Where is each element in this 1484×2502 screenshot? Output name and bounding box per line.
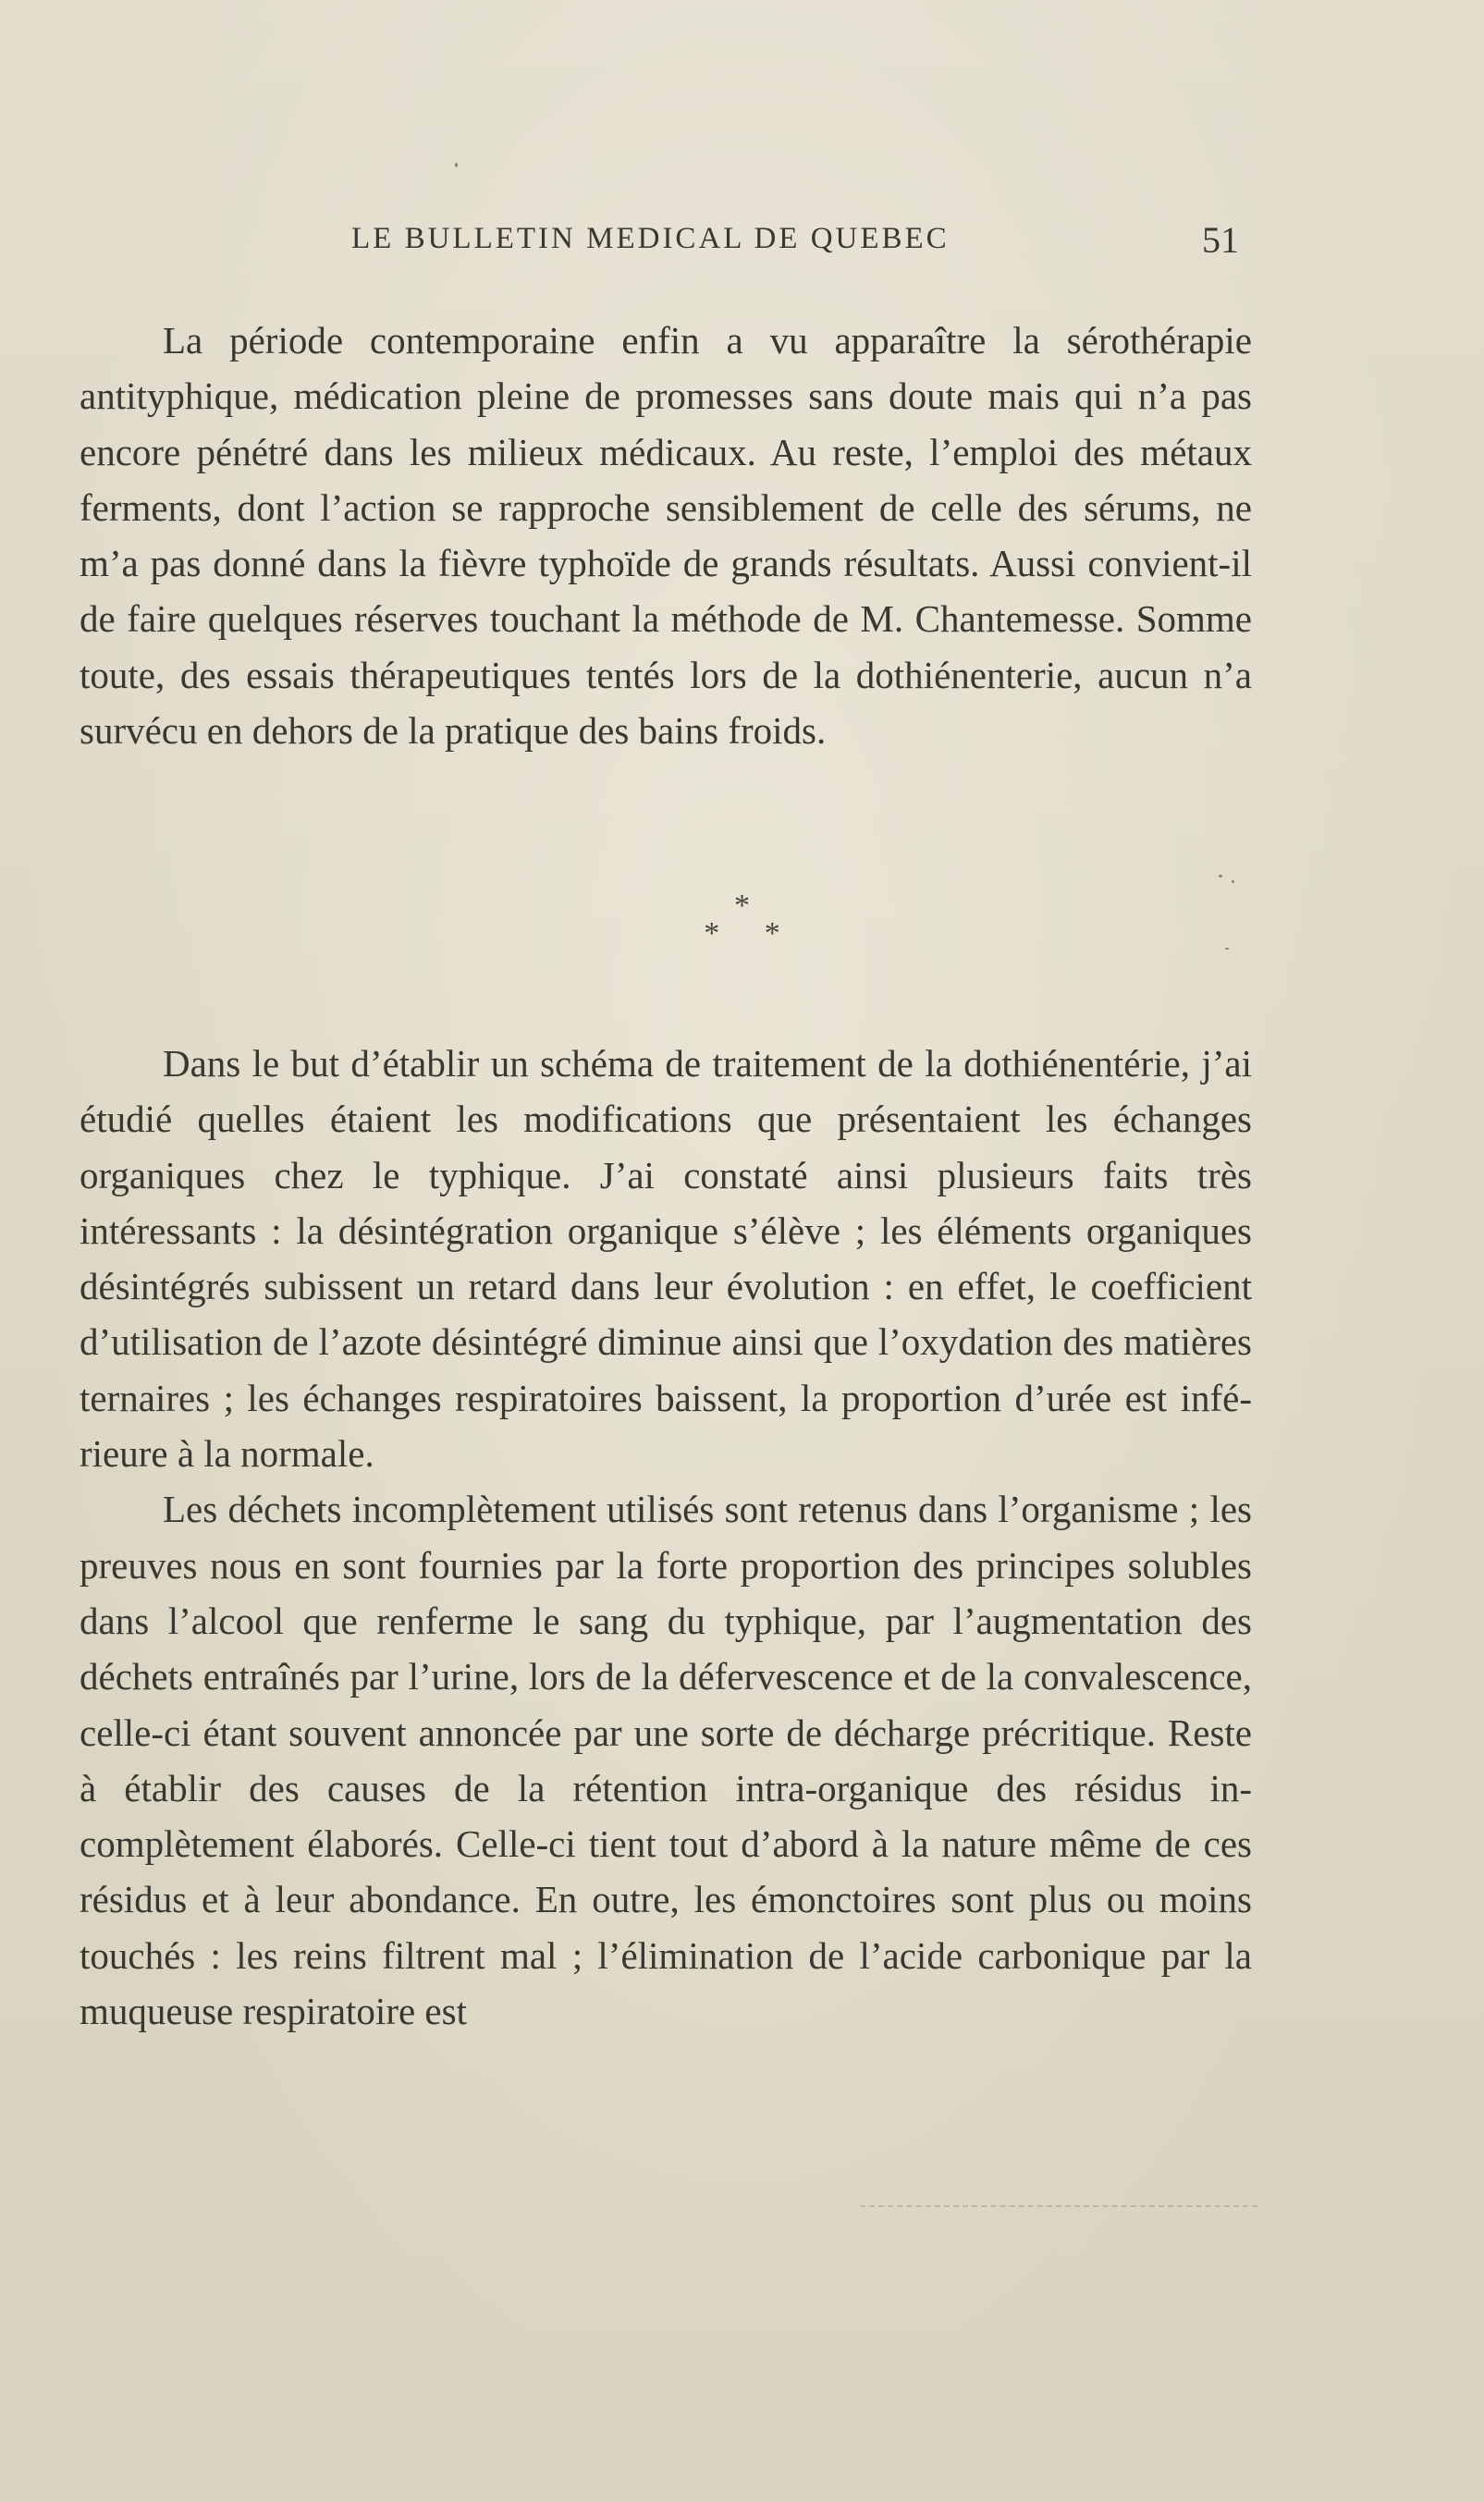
paper-speck: [1219, 875, 1222, 877]
asterism-bottom: * *: [704, 916, 799, 951]
page-header: [0, 219, 1484, 268]
page-number: 51: [1202, 219, 1239, 261]
text-block-bottom: [80, 1036, 1252, 2039]
paper-speck: [1232, 880, 1234, 883]
running-title: LE BULLETIN MEDICAL DE QUEBEC: [351, 222, 950, 255]
paper-speck: [1225, 948, 1229, 950]
paragraph: La période contemporaine enfin a vu apparaître la sérothérapie antityphique, médication pleine de promesses sans doute mais qui n’a pas encore pénétré dans les milieux médicaux. Au reste, l’emploi des métaux ferments, dont l’action se rapproche sensiblement de celle des sérums, ne m’a pas donné dans la fièvre typhoïde de grands résultats. Aussi convient-il de faire quelques réserves touchant la méthode de M. Chantemesse. Somme toute, des essais thérapeutiques tentés lors de la dothiénenterie, aucun n’a survécu en dehors de la pratique des bains froids.: [80, 319, 1252, 753]
paragraph: Dans le but d’établir un schéma de traitement de la dothiénentérie, j’ai étudié quelles étaient les modifications que présentaient les échanges organiques chez le typhique. J’ai constaté ainsi plusieurs faits très intéressants : la désintégration organique s’élève ; les éléments organiques désintégrés subissent un retard dans leur évolution : en effet, le coefficient d’utilisation de l’azote désintégré diminue ainsi que l’oxydation des matières ternaires ; les échanges respiratoires baissent, la proportion d’urée est inférieure à la normale.: [80, 1042, 1252, 1476]
paragraph: Les déchets incomplètement utilisés sont retenus dans l’organisme ; les preuves nous en sont fournies par la forte proportion des principes solubles dans l’alcool que renferme le sang du typhique, par l’augmentation des déchets entraînés par l’urine, lors de la défervescence et de la convalescence, celle-ci étant souvent annoncée par une sorte de décharge précritique. Reste à établir des causes de la rétention intra-organique des résidus incomplètement élaborés. Celle-ci tient tout d’abord à la nature même de ces résidus et à leur abondance. En outre, les émonctoires sont plus ou moins touchés : les reins filtrent mal ; l’élimination de l’acide carbonique par la muqueuse respiratoire est: [80, 1488, 1252, 2033]
paper-speck: [455, 163, 458, 167]
asterism-top: *: [734, 889, 750, 923]
faint-bleed-line: [860, 2205, 1257, 2207]
section-separator: [0, 889, 1484, 951]
text-block-top: [80, 313, 1252, 758]
